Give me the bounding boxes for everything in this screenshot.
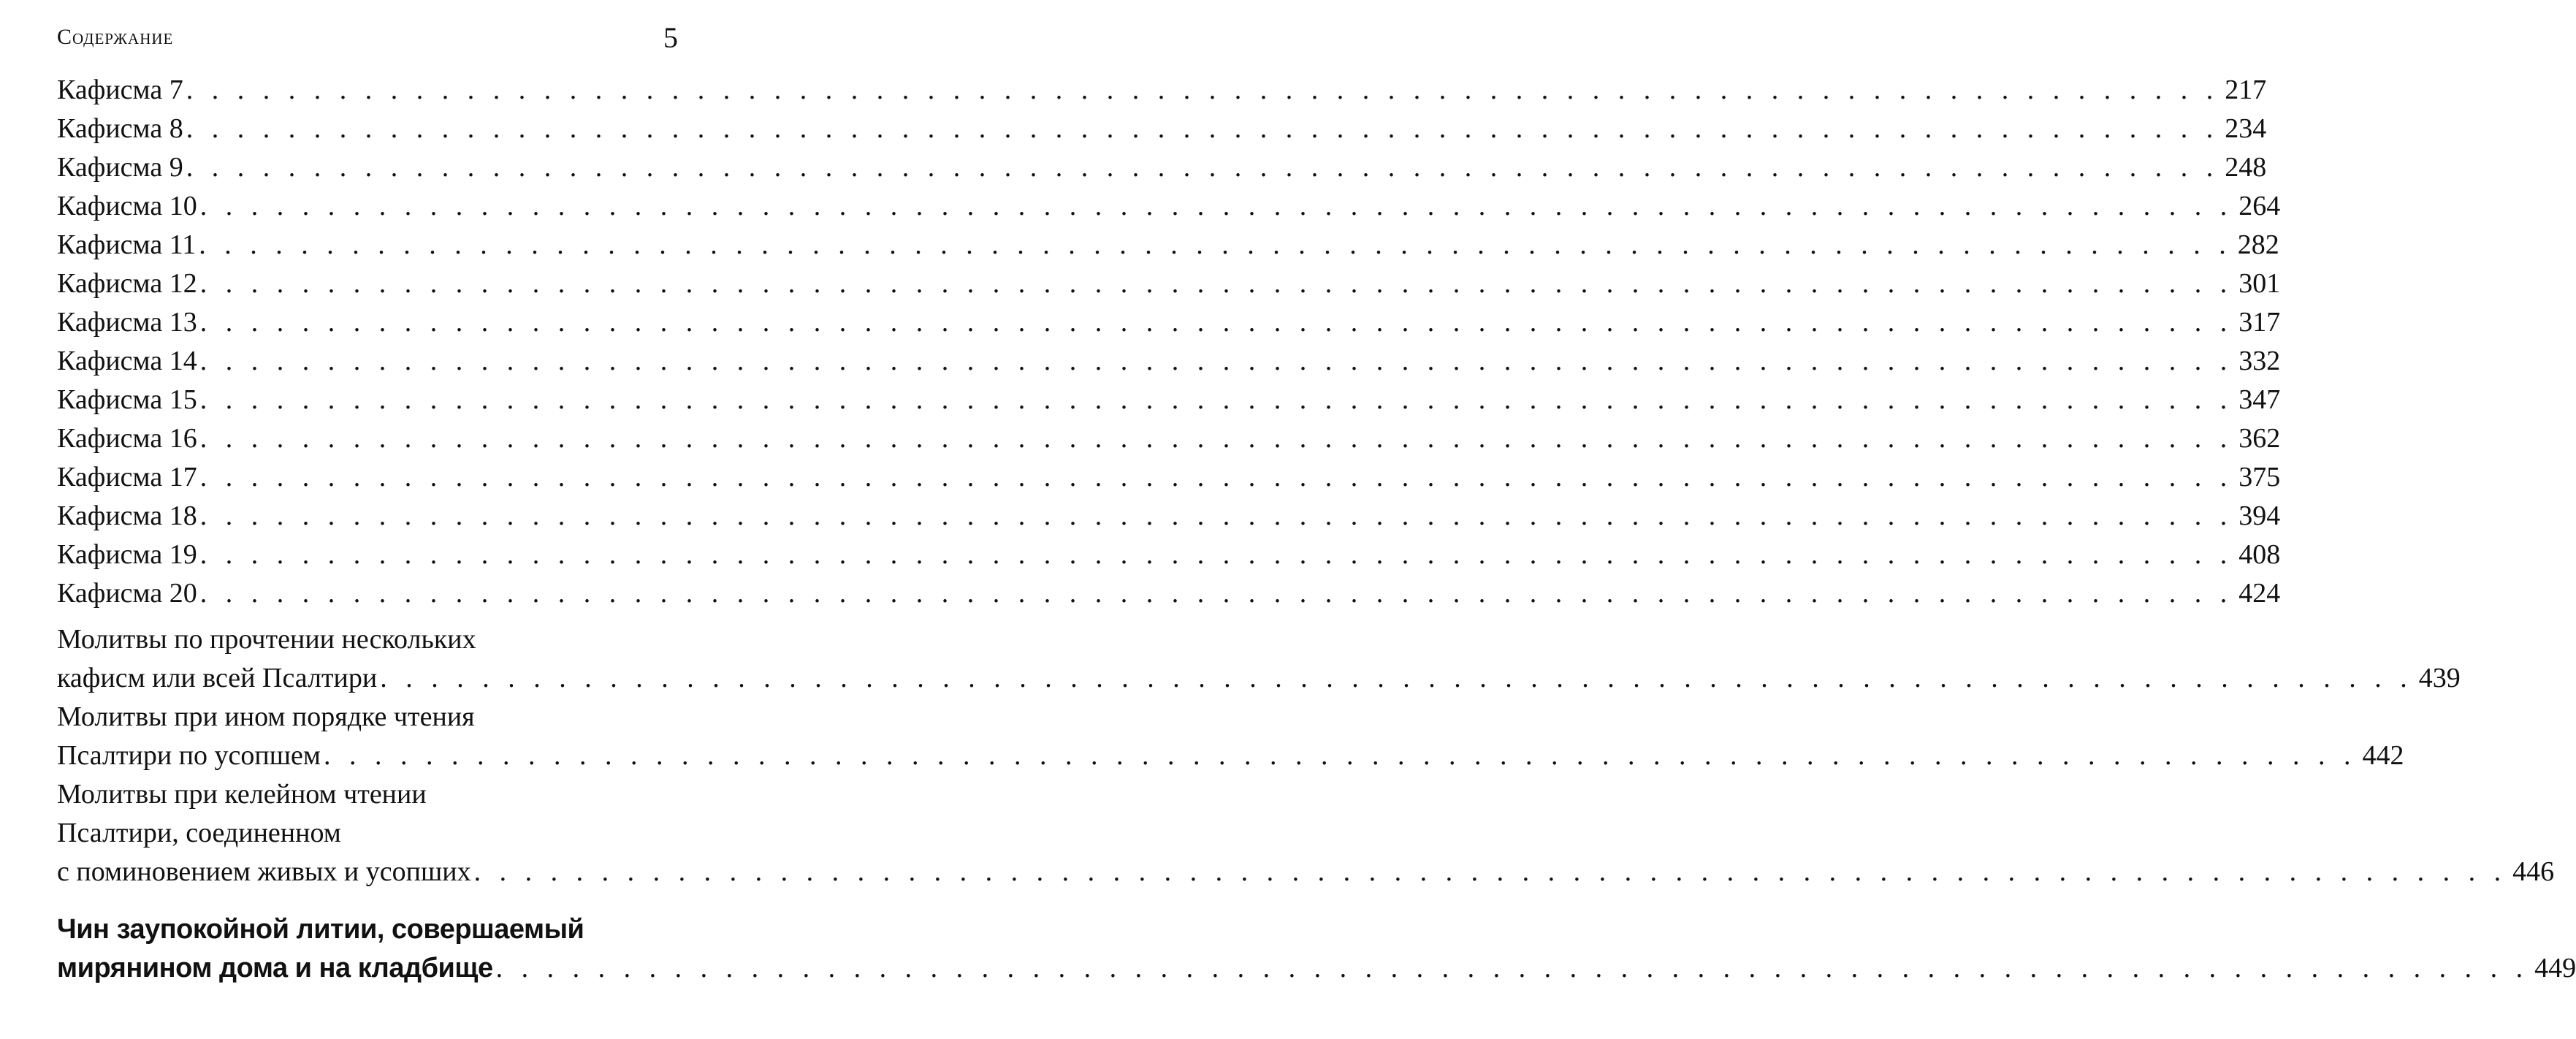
toc-entry-page: 362 [2238, 423, 2281, 454]
toc-entry [57, 226, 2279, 264]
toc-entry [57, 71, 2267, 110]
dot-leader: . . . . . . . . . . . . . . . . . . . . . . . . . . . . . . . . . . . . . . . . . . . . . . . . . . . . . . . . . . . . . . . . . . . . . . . . . . . . . . . . [380, 663, 2413, 693]
toc-entry [57, 187, 2281, 226]
toc-entry-line [57, 342, 2281, 381]
running-head [57, 20, 678, 54]
toc-entry-line [57, 737, 2404, 775]
dot-leader: . . . . . . . . . . . . . . . . . . . . . . . . . . . . . . . . . . . . . . . . . . . . . . . . . . . . . . . . . . . . . . . . . . . . . . . . . . . . . . . . [186, 113, 2219, 144]
toc-entry-line [57, 226, 2279, 264]
dot-leader: . . . . . . . . . . . . . . . . . . . . . . . . . . . . . . . . . . . . . . . . . . . . . . . . . . . . . . . . . . . . . . . . . . . . . . . . . . . . . . . . [199, 501, 2233, 531]
dot-leader: . . . . . . . . . . . . . . . . . . . . . . . . . . . . . . . . . . . . . . . . . . . . . . . . . . . . . . . . . . . . . . . . . . . . . . . . . . . . . . . . [199, 423, 2233, 454]
toc-entry-line [57, 110, 2267, 148]
toc-entry-page: 282 [2237, 229, 2279, 260]
toc-entry-page: 264 [2238, 191, 2281, 221]
dot-leader: . . . . . . . . . . . . . . . . . . . . . . . . . . . . . . . . . . . . . . . . . . . . . . . . . . . . . . . . . . . . . . . . . . . . . . . . . . . . . . . . [186, 152, 2219, 183]
toc-entry-page: 394 [2238, 501, 2281, 531]
toc-entry-page: 347 [2238, 384, 2281, 415]
toc-entry [57, 381, 2281, 419]
toc-entry-page: 442 [2362, 740, 2404, 771]
toc-entry-title: Кафисма 9 [57, 152, 183, 183]
dot-leader: . . . . . . . . . . . . . . . . . . . . . . . . . . . . . . . . . . . . . . . . . . . . . . . . . . . . . . . . . . . . . . . . . . . . . . . . . . . . . . . . [323, 740, 2357, 771]
toc-entry-page: 317 [2238, 307, 2281, 338]
toc-entry-line [57, 497, 2281, 536]
toc-entry [57, 342, 2281, 381]
toc-entry-title: Молитвы при келейном чтении [57, 779, 427, 810]
toc-entry-title: Кафисма 16 [57, 423, 197, 454]
prayer-list [57, 620, 2555, 891]
toc-entry [57, 110, 2267, 148]
toc-entry-line [57, 303, 2281, 342]
toc-entry [57, 698, 2404, 775]
toc-entry-line [57, 814, 679, 853]
toc-entry-title: Кафисма 11 [57, 229, 197, 260]
toc-entry [57, 620, 2461, 698]
table-of-contents [57, 71, 2576, 988]
toc-entry-line [57, 659, 2461, 698]
toc-entry-line [57, 71, 2267, 110]
toc-entry-title: Кафисма 10 [57, 191, 197, 221]
litia-section [57, 910, 2576, 988]
toc-entry-line [57, 381, 2281, 419]
toc-entry [57, 458, 2281, 497]
dot-leader: . . . . . . . . . . . . . . . . . . . . . . . . . . . . . . . . . . . . . . . . . . . . . . . . . . . . . . . . . . . . . . . . . . . . . . . . . . . . . . . . [199, 307, 2233, 338]
toc-entry-page: 217 [2225, 75, 2267, 105]
dot-leader: . . . . . . . . . . . . . . . . . . . . . . . . . . . . . . . . . . . . . . . . . . . . . . . . . . . . . . . . . . . . . . . . . . . . . . . . . . . . . . . . [199, 462, 2233, 492]
dot-leader: . . . . . . . . . . . . . . . . . . . . . . . . . . . . . . . . . . . . . . . . . . . . . . . . . . . . . . . . . . . . . . . . . . . . . . . . . . . . . . . . [199, 191, 2233, 221]
toc-entry-line [57, 910, 679, 949]
toc-entry [57, 264, 2281, 303]
toc-entry-line [57, 187, 2281, 226]
toc-entry [57, 775, 2555, 891]
dot-leader: . . . . . . . . . . . . . . . . . . . . . . . . . . . . . . . . . . . . . . . . . . . . . . . . . . . . . . . . . . . . . . . . . . . . . . . . . . . . . . . . [199, 384, 2233, 415]
toc-entry-title: Псалтири, соединенном [57, 818, 341, 848]
toc-entry-title: с поминовением живых и усопших [57, 856, 471, 887]
dot-leader: . . . . . . . . . . . . . . . . . . . . . . . . . . . . . . . . . . . . . . . . . . . . . . . . . . . . . . . . . . . . . . . . . . . . . . . . . . . . . . . . [473, 856, 2507, 887]
dot-leader: . . . . . . . . . . . . . . . . . . . . . . . . . . . . . . . . . . . . . . . . . . . . . . . . . . . . . . . . . . . . . . . . . . . . . . . . . . . . . . . . [199, 229, 2232, 260]
toc-entry [57, 574, 2281, 613]
toc-entry-line [57, 264, 2281, 303]
dot-leader: . . . . . . . . . . . . . . . . . . . . . . . . . . . . . . . . . . . . . . . . . . . . . . . . . . . . . . . . . . . . . . . . . . . . . . . . . . . . . . . . [199, 578, 2233, 609]
toc-entry-line [57, 949, 2576, 988]
page-number: 5 [663, 21, 678, 54]
toc-entry-title: Кафисма 12 [57, 268, 197, 299]
toc-entry-title: Чин заупокойной литии, совершаемый [57, 914, 584, 945]
toc-entry-page: 446 [2512, 856, 2555, 887]
toc-entry-line [57, 853, 2555, 891]
toc-entry-page: 301 [2238, 268, 2281, 299]
toc-entry-title: Кафисма 18 [57, 501, 197, 531]
toc-entry-page: 248 [2225, 152, 2267, 183]
dot-leader: . . . . . . . . . . . . . . . . . . . . . . . . . . . . . . . . . . . . . . . . . . . . . . . . . . . . . . . . . . . . . . . . . . . . . . . . . . . . . . . . [199, 268, 2233, 299]
dot-leader: . . . . . . . . . . . . . . . . . . . . . . . . . . . . . . . . . . . . . . . . . . . . . . . . . . . . . . . . . . . . . . . . . . . . . . . . . . . . . . . . [495, 953, 2529, 983]
toc-entry [57, 910, 2576, 988]
toc-entry-title: Молитвы при ином порядке чтения [57, 701, 475, 732]
toc-entry-page: 332 [2238, 346, 2281, 376]
dot-leader: . . . . . . . . . . . . . . . . . . . . . . . . . . . . . . . . . . . . . . . . . . . . . . . . . . . . . . . . . . . . . . . . . . . . . . . . . . . . . . . . [186, 75, 2219, 105]
kathisma-list [57, 71, 2281, 613]
toc-entry-line [57, 574, 2281, 613]
toc-entry-page: 375 [2238, 462, 2281, 492]
toc-entry-page: 234 [2225, 113, 2267, 144]
toc-entry [57, 148, 2267, 187]
toc-entry-line [57, 148, 2267, 187]
toc-entry [57, 303, 2281, 342]
toc-entry-title: Кафисма 7 [57, 75, 183, 105]
dot-leader: . . . . . . . . . . . . . . . . . . . . . . . . . . . . . . . . . . . . . . . . . . . . . . . . . . . . . . . . . . . . . . . . . . . . . . . . . . . . . . . . [199, 539, 2233, 570]
toc-entry-line [57, 698, 679, 737]
toc-entry-title: мирянином дома и на кладбище [57, 953, 493, 983]
toc-entry-line [57, 775, 679, 814]
toc-entry [57, 536, 2281, 574]
toc-entry-title: Псалтири по усопшем [57, 740, 321, 771]
toc-entry-title: Кафисма 19 [57, 539, 197, 570]
spacer [57, 613, 679, 620]
running-title: Содержание [57, 25, 174, 49]
toc-entry-line [57, 536, 2281, 574]
toc-entry-title: Кафисма 20 [57, 578, 197, 609]
toc-entry-title: Кафисма 8 [57, 113, 183, 144]
toc-entry-page: 439 [2418, 663, 2461, 693]
toc-entry-page: 408 [2238, 539, 2281, 570]
toc-entry-title: Молитвы по прочтении нескольких [57, 624, 476, 655]
toc-entry-title: Кафисма 17 [57, 462, 197, 492]
toc-entry-page: 424 [2238, 578, 2281, 609]
toc-entry-title: Кафисма 14 [57, 346, 197, 376]
toc-entry-title: Кафисма 13 [57, 307, 197, 338]
toc-entry-page: 449 [2534, 953, 2576, 983]
toc-entry-line [57, 458, 2281, 497]
toc-entry [57, 497, 2281, 536]
toc-entry-title: Кафисма 15 [57, 384, 197, 415]
spacer [57, 891, 679, 910]
toc-entry-line [57, 419, 2281, 458]
dot-leader: . . . . . . . . . . . . . . . . . . . . . . . . . . . . . . . . . . . . . . . . . . . . . . . . . . . . . . . . . . . . . . . . . . . . . . . . . . . . . . . . [199, 346, 2233, 376]
toc-entry-title: кафисм или всей Псалтири [57, 663, 378, 693]
toc-entry-line [57, 620, 679, 659]
toc-entry [57, 419, 2281, 458]
